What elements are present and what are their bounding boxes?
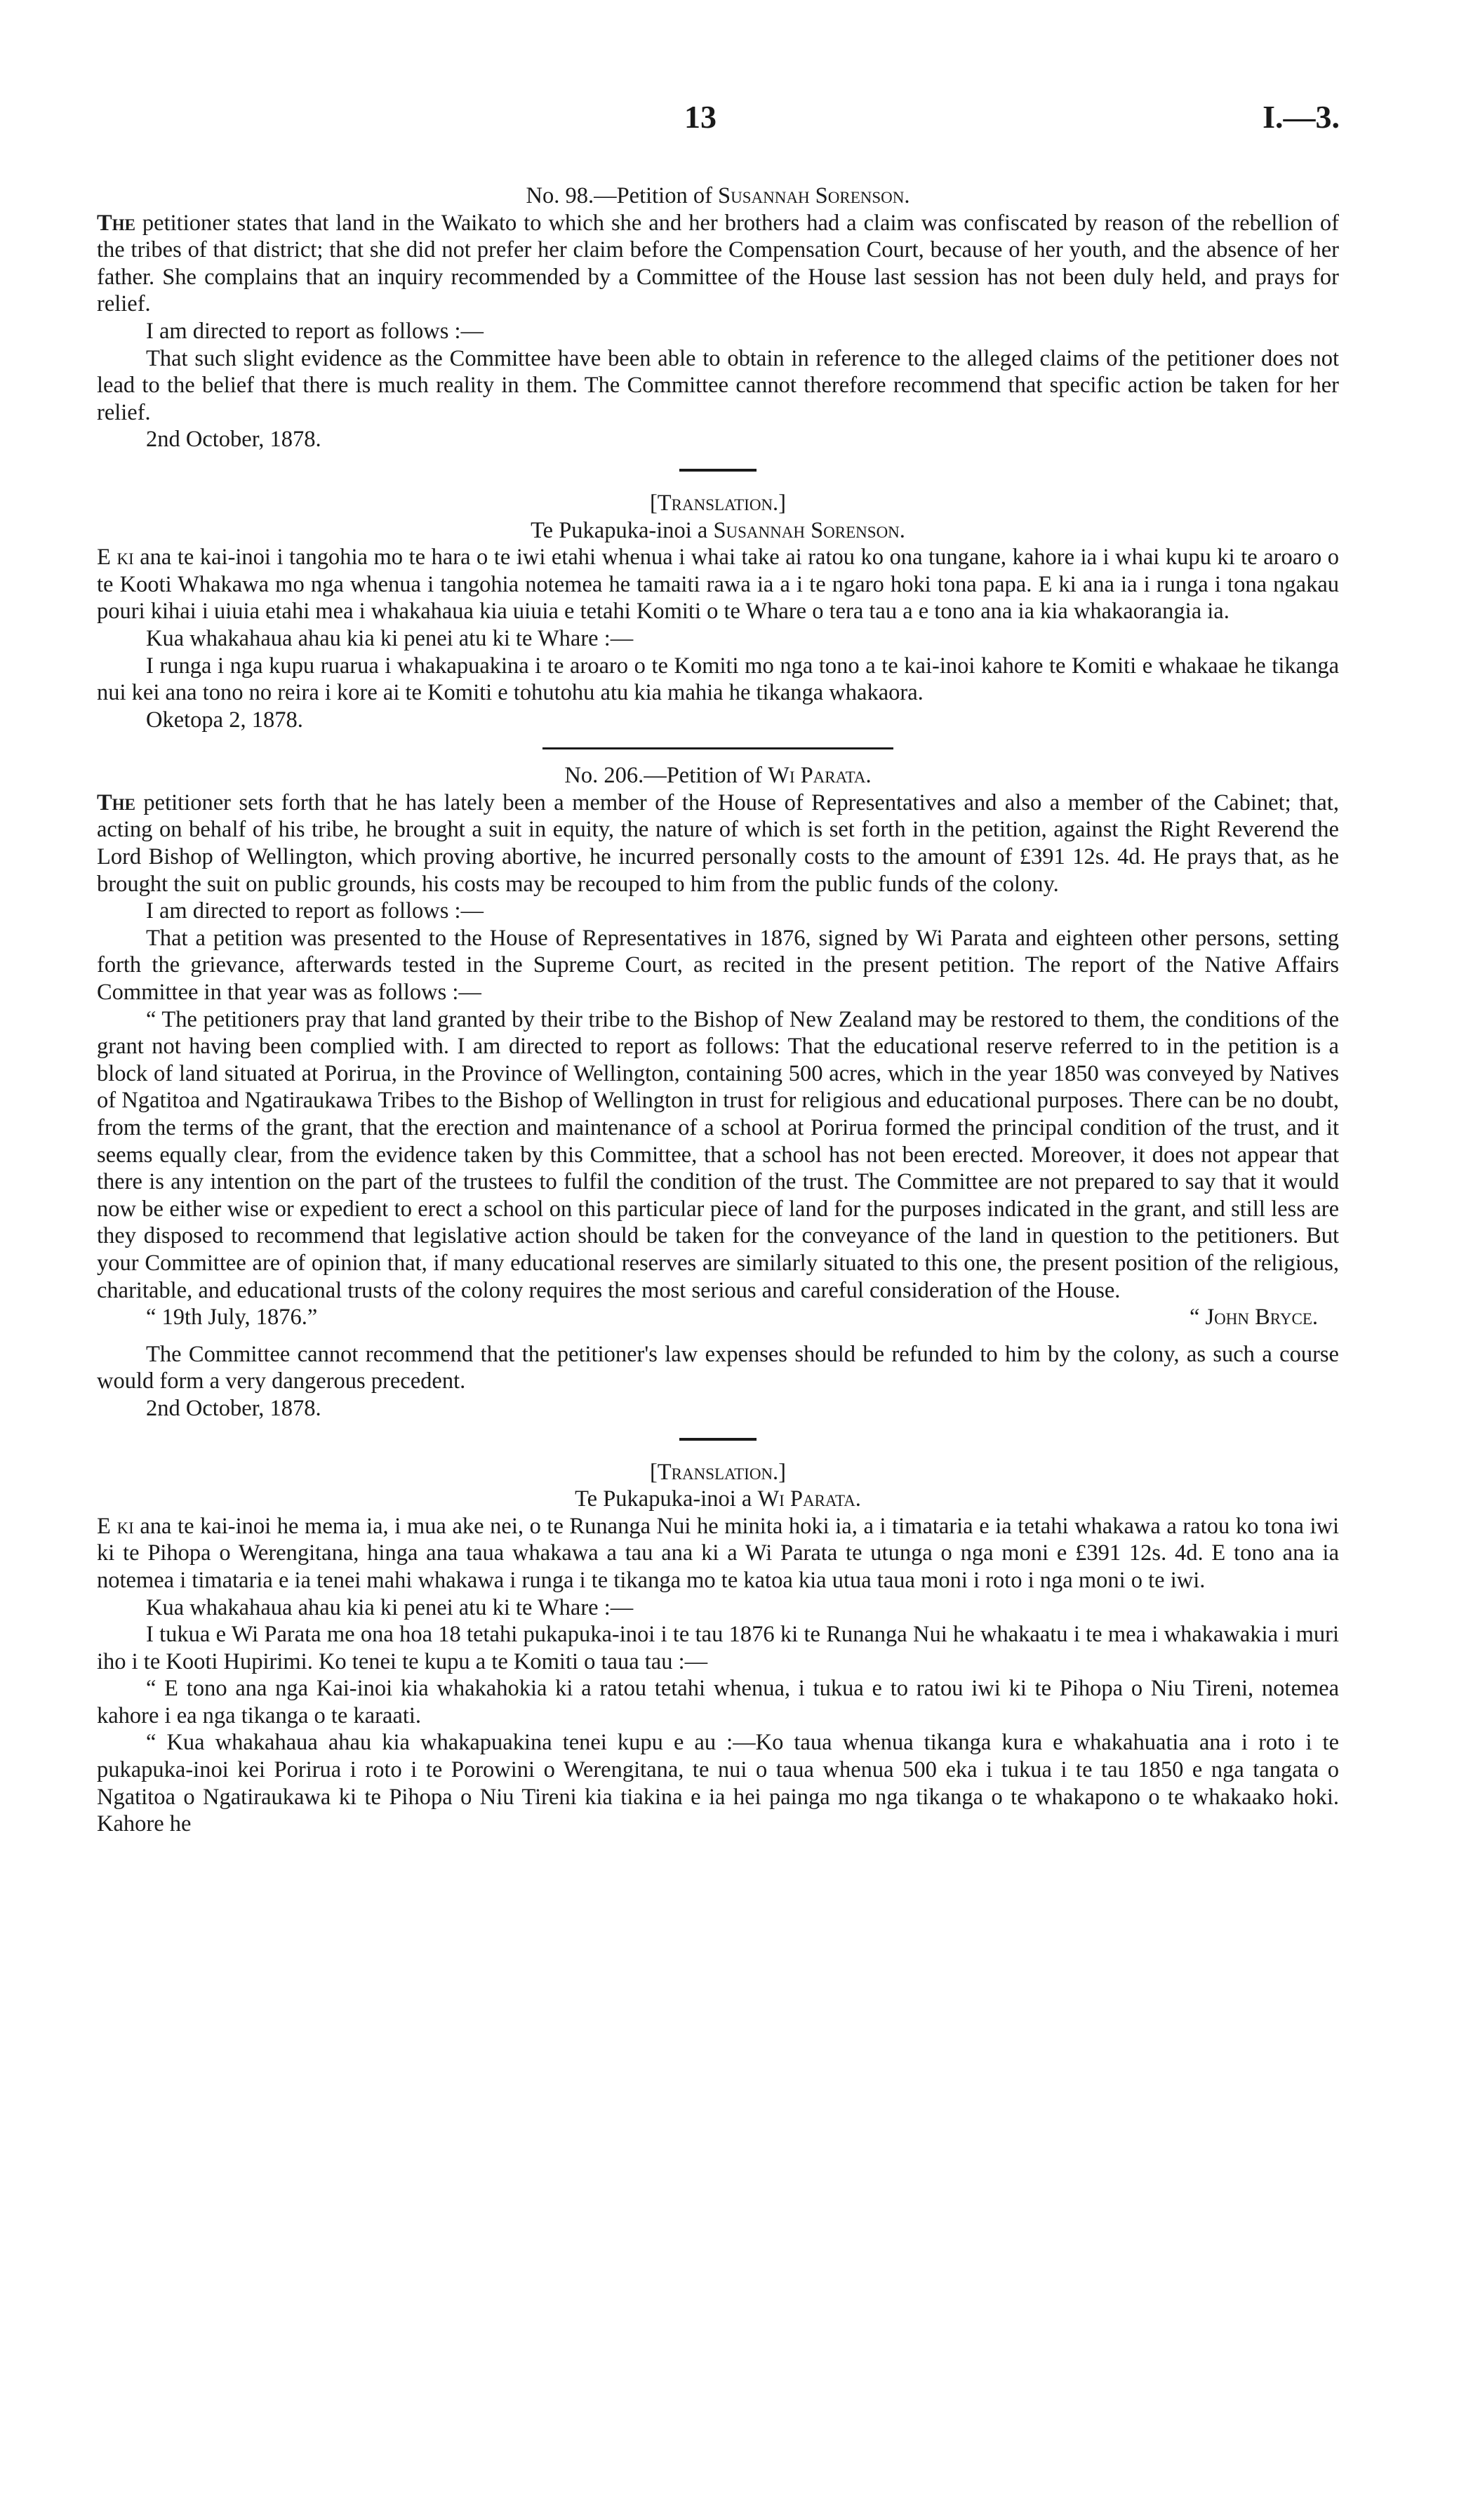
directed-line: I am directed to report as follows :— [146, 898, 484, 924]
petition-summary-parata: The petitioner sets forth that he has lately been a member of the House of Representatives and also a member of the Cabinet; that, acting on behalf of his tribe, he brought a suit in equity, the nature of which is set forth in the petition, against the Right Reverend the Lord Bishop of Wellington, which proving abortive, he incurred personally costs to the amount of £391 12s. 4d. He prays that, as he brought the suit on public grounds, his costs may be recouped to him from the public funds of the colony. [97, 789, 1339, 897]
quote-signature: “ John Bryce. [1189, 1305, 1318, 1331]
report-date: 2nd October, 1878. [146, 427, 321, 453]
translation-report: I runga i nga kupu ruarua i whakapuakina i te aroaro o te Komiti mo nga tono a te kai-inoi kahore te Komiti e whakaae he tikanga nui kei ana tono no reira i kore ai te Komiti e tohutohu atu kia mahia he tikanga whakaora. [97, 653, 1339, 706]
page-reference: I.—3. [1263, 99, 1340, 135]
translation-title-parata: Te Pukapuka-inoi a Wi Parata. [575, 1486, 861, 1512]
petition-heading-parata: No. 206.—Petition of Wi Parata. [564, 763, 872, 789]
translation-date: Oketopa 2, 1878. [146, 707, 303, 733]
translation-label: [Translation.] [649, 1459, 786, 1485]
translation-title-sorenson: Te Pukapuka-inoi a Susannah Sorenson. [531, 517, 905, 543]
translation-label: [Translation.] [649, 490, 786, 516]
translation-report-part1: I tukua e Wi Parata me ona hoa 18 tetahi pukapuka-inoi i te tau 1876 ki te Runanga Nui he whakaatu i te mea i whakawakia i muri iho i te Kooti Hupirimi. Ko tenei te kupu a te Komiti o taua tau :— [97, 1622, 1339, 1674]
directed-line: I am directed to report as follows :— [146, 318, 484, 344]
report-date: 2nd October, 1878. [146, 1395, 321, 1421]
translation-quote-part1: “ E tono ana nga Kai-inoi kia whakahokia ki a ratou tetahi whenua, i tukua e to ratou iwi ki te Pihopa o Niu Tireni, notemea kahore i ea nga tikanga o te karaati. [97, 1676, 1339, 1728]
page-content [97, 181, 1339, 1838]
section-divider [679, 1438, 757, 1441]
petition-summary-sorenson: The petitioner states that land in the Waikato to which she and her brothers had a claim was confiscated by reason of the rebellion of the tribes of that district; that she did not prefer her claim before the Compensation Court, because of her youth, and the absence of her father. She complains that an inquiry recommended by a Committee of the House last session has not been duly held, and prays for relief. [97, 210, 1339, 317]
committee-report-part1: That a petition was presented to the House of Representatives in 1876, signed by Wi Parata and eighteen other persons, setting forth the grievance, afterwards tested in the Supreme Court, as recited in the present petition. The report of the Native Affairs Committee in that year was as follows :— [97, 925, 1339, 1006]
native-affairs-quote: “ The petitioners pray that land granted by their tribe to the Bishop of New Zealand may be restored to them, the conditions of the grant not having been complied with. I am directed to report as follows: That the educational reserve referred to in the petition is a block of land situated at Porirua, in the Province of Wellington, containing 500 acres, which in the year 1850 was conveyed by Natives of Ngatitoa and Ngatiraukawa Tribes to the Bishop of Wellington in trust for religious and educational purposes. There can be no doubt, from the terms of the grant, that the erection and maintenance of a school at Porirua formed the principal condition of the trust, and it seems equally clear, from the evidence taken by this Committee, that a school has not been erected. Moreover, it does not appear that there is any intention on the part of the trustees to fulfil the condition of the trust. The Committee are not prepared to say that it would now be either wise or expedient to erect a school on this particular piece of land for the purposes indicated in the grant, and still less are they disposed to recommend that legislative action should be taken for the conveyance of the land in question to the petitioners. But your Committee are of opinion that, if many educational reserves are similarly situated to this one, the present position of the religious, charitable, and educational trusts of the colony requires the most serious and careful consideration of the House. [97, 1006, 1339, 1303]
section-divider-long [542, 747, 893, 749]
page-number: 13 [684, 99, 717, 135]
page-header [0, 98, 1459, 140]
section-divider [679, 469, 757, 472]
petition-heading-sorenson: No. 98.—Petition of Susannah Sorenson. [526, 183, 910, 208]
quote-date: “ 19th July, 1876.” [146, 1305, 318, 1331]
quote-signature-row [97, 1304, 1339, 1331]
committee-report-part2: The Committee cannot recommend that the petitioner's law expenses should be refunded to him by the colony, as such a course would form a very dangerous precedent. [97, 1341, 1339, 1394]
translation-summary-sorenson: E ki ana te kai-inoi i tangohia mo te hara o te iwi etahi whenua i whai take ai ratou ko ona tungane, kahore ia i whai kupu ki te aroaro o te Kooti Whakawa mo nga whenua i tangohia notemea he tamaiti rawa ia a i te ngaro hoki tona papa. E ki ana ia i runga i tona ngakau pouri kihai i uiuia etahi mea i whakahaua kia uiuia e tetahi Komiti o te Whare o tera tau a e tono ana ia kia whakaorangia ia. [97, 545, 1339, 625]
translation-directed-line: Kua whakahaua ahau kia ki penei atu ki te Whare :— [146, 625, 634, 651]
translation-quote-part2: “ Kua whakahaua ahau kia whakapuakina tenei kupu e au :—Ko taua whenua tikanga kura e whakahuatia ana i roto i te pukapuka-inoi kei Porirua i roto i te Porowini o Werengitana, te nui o taua whenua 500 eka i tukua i te tau 1850 e nga tangata o Ngatitoa o Ngatiraukawa ki te Pihopa o Niu Tireni kia tiakina e ia hei painga mo nga tikanga o te whakapono o te whakaako hoki. Kahore he [97, 1730, 1339, 1837]
committee-report: That such slight evidence as the Committee have been able to obtain in reference to the alleged claims of the petitioner does not lead to the belief that there is much reality in them. The Committee cannot therefore recommend that specific action be taken for her relief. [97, 345, 1339, 425]
translation-summary-parata: E ki ana te kai-inoi he mema ia, i mua ake nei, o te Runanga Nui he minita hoki ia, a i timataria e ia tetahi whakawa a ratou ko tona iwi ki te Pihopa o Werengitana, hinga ana taua whakawa a tau ana ki a Wi Parata te utunga o nga moni e £391 12s. 4d. E tono ana ia notemea i timataria e ia tenei mahi whakawa i runga i te tikanga mo te katoa kia utua taua moni i roto i nga moni o te iwi. [97, 1513, 1340, 1593]
translation-directed-line: Kua whakahaua ahau kia ki penei atu ki te Whare :— [146, 1594, 634, 1620]
